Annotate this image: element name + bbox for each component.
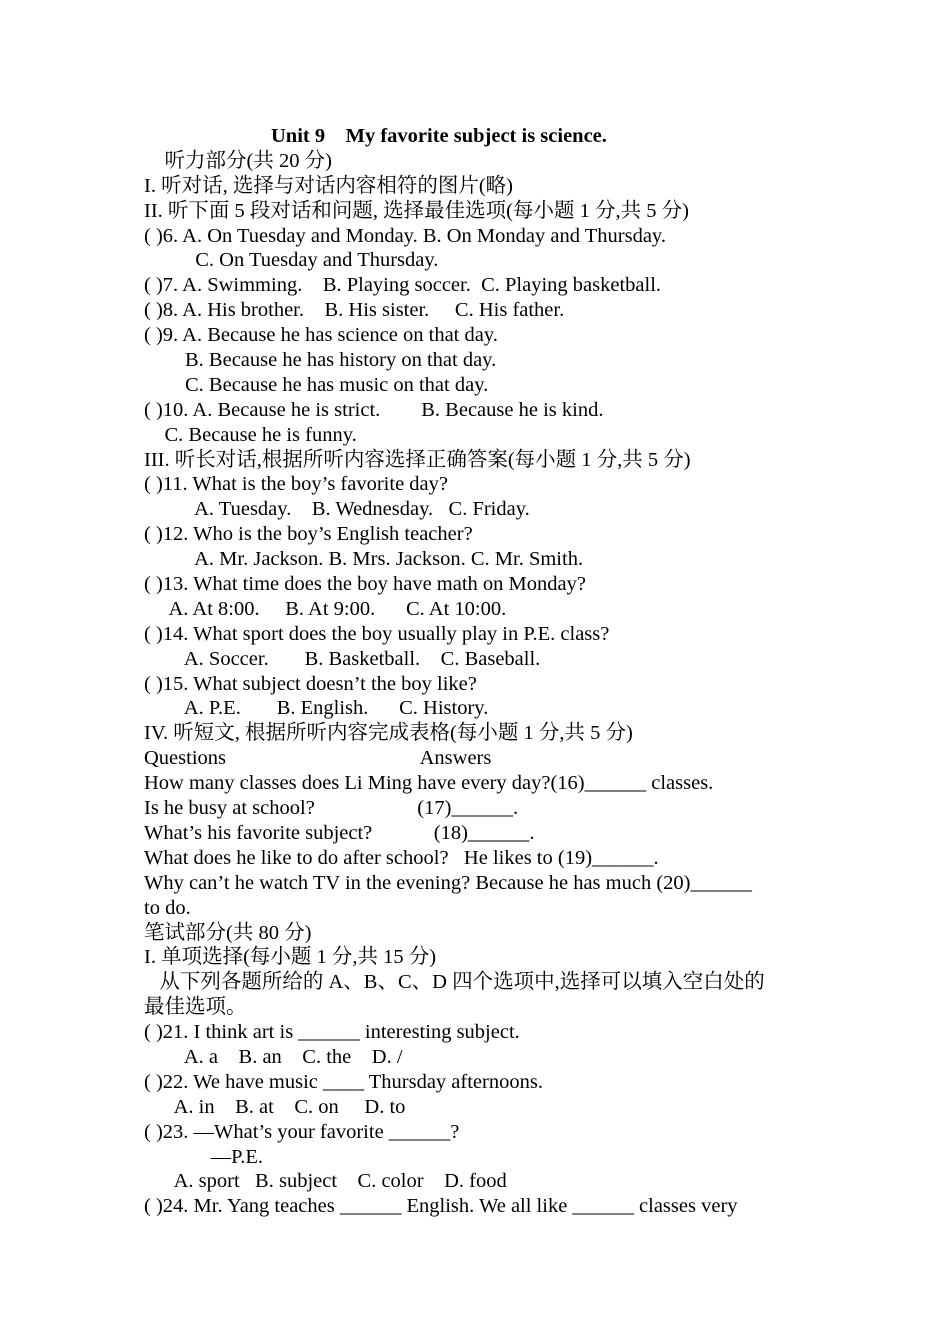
text-line: I. 听对话, 选择与对话内容相符的图片(略) [144,174,513,197]
document-title: Unit 9 My favorite subject is science. [271,125,607,147]
text-line: ( )22. We have music ____ Thursday afternoons. [144,1070,543,1093]
text-line: A. a B. an C. the D. / [144,1045,403,1068]
text-line: Why can’t he watch TV in the evening? Because he has much (20)______ [144,871,752,894]
text-line: ( )10. A. Because he is strict. B. Because he is kind. [144,398,604,421]
text-line: A. Mr. Jackson. B. Mrs. Jackson. C. Mr. Smith. [144,548,584,571]
text-line: 最佳选项。 [144,996,247,1019]
document-body [144,149,810,1219]
text-line: A. Soccer. B. Basketball. C. Baseball. [144,647,541,670]
text-line: ( )6. A. On Tuesday and Monday. B. On Monday and Thursday. [144,224,666,247]
text-line: to do. [144,896,191,919]
text-line: ( )8. A. His brother. B. His sister. C. His father. [144,299,565,322]
text-line: Is he busy at school? (17)______. [144,797,519,820]
text-line: —P.E. [144,1145,264,1168]
text-line: 听力部分(共 20 分) [144,149,332,172]
text-line: 笔试部分(共 80 分) [144,921,312,944]
text-line: Questions Answers [144,747,492,770]
text-line: ( )14. What sport does the boy usually play in P.E. class? [144,622,610,645]
text-line: ( )11. What is the boy’s favorite day? [144,473,448,496]
text-line: IV. 听短文, 根据所听内容完成表格(每小题 1 分,共 5 分) [144,722,633,745]
text-line: ( )9. A. Because he has science on that day. [144,324,498,347]
text-line: ( )24. Mr. Yang teaches ______ English. We all like ______ classes very [144,1195,738,1218]
text-line: C. Because he has music on that day. [144,373,489,396]
document-page [144,124,810,1219]
text-line: C. On Tuesday and Thursday. [144,249,439,272]
text-line: 从下列各题所给的 A、B、C、D 四个选项中,选择可以填入空白处的 [144,971,765,994]
text-line: ( )7. A. Swimming. B. Playing soccer. C. Playing basketball. [144,274,662,297]
text-line: I. 单项选择(每小题 1 分,共 15 分) [144,946,437,969]
text-line: ( )21. I think art is ______ interesting subject. [144,1021,520,1044]
text-line: II. 听下面 5 段对话和问题, 选择最佳选项(每小题 1 分,共 5 分) [144,199,689,222]
text-line: A. Tuesday. B. Wednesday. C. Friday. [144,498,530,521]
text-line: What’s his favorite subject? (18)______. [144,821,535,844]
text-line: C. Because he is funny. [144,423,357,446]
text-line: What does he like to do after school? He likes to (19)______. [144,846,659,869]
text-line: A. in B. at C. on D. to [144,1095,406,1118]
text-line: ( )15. What subject doesn’t the boy like? [144,672,477,695]
text-line: III. 听长对话,根据所听内容选择正确答案(每小题 1 分,共 5 分) [144,448,691,471]
text-line: ( )23. —What’s your favorite ______? [144,1120,460,1143]
text-line: B. Because he has history on that day. [144,349,497,372]
text-line: A. sport B. subject C. color D. food [144,1170,507,1193]
text-line: A. P.E. B. English. C. History. [144,697,489,720]
text-line: ( )13. What time does the boy have math on Monday? [144,573,586,596]
text-line: ( )12. Who is the boy’s English teacher? [144,523,473,546]
text-line: How many classes does Li Ming have every day?(16)______ classes. [144,772,714,795]
text-line: A. At 8:00. B. At 9:00. C. At 10:00. [144,597,507,620]
